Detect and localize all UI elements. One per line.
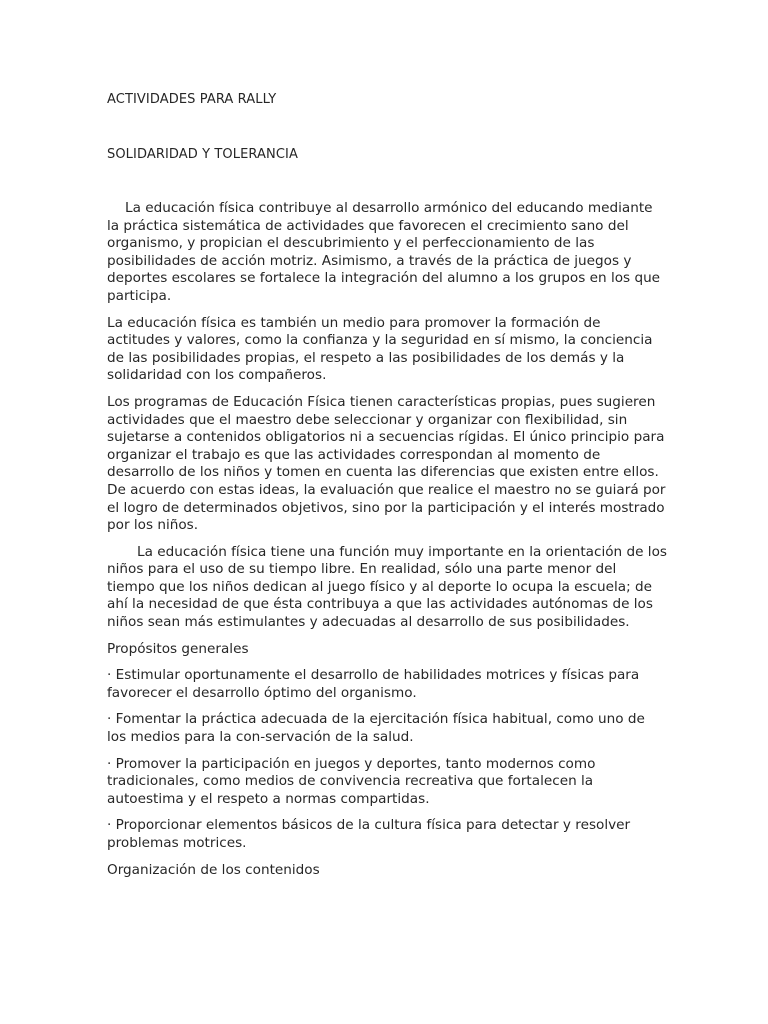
bullet-item: · Fomentar la práctica adecuada de la ejercitación física habitual, como uno de los medios para la con-servación de la salud. xyxy=(107,711,645,746)
paragraph: La educación física tiene una función muy importante en la orientación de los niños para el uso de su tiempo libre. En realidad, sólo una parte menor del tiempo que los niños dedican al juego físico y al deporte lo ocupa la escuela; de ahí la necesidad de que ésta contribuya a que las actividades autónomas de los niños sean más estimulantes y adecuadas al desarrollo de sus posibilidades. xyxy=(107,543,667,631)
paragraph: La educación física es también un medio para promover la formación de actitudes y valores, como la confianza y la seguridad en sí mismo, la conciencia de las posibilidades propias, el respeto a las posibilidades de los demás y la solidaridad con los compañeros. xyxy=(107,314,653,384)
paragraph: Los programas de Educación Física tienen características propias, pues sugieren actividades que el maestro debe seleccionar y organizar con flexibilidad, sin sujetarse a contenidos obligatorios ni a secuencias rígidas. El único principio para organizar el trabajo es que las actividades correspondan al momento de desarrollo de los niños y tomen en cuenta las diferencias que existen entre ellos. De acuerdo con estas ideas, la evaluación que realice el maestro no se guiará por el logro de determinados objetivos, sino por la participación y el interés mostrado por los niños. xyxy=(107,393,666,534)
bullet-item: · Promover la participación en juegos y deportes, tanto modernos como tradicionales, como medios de convivencia recreativa que fortalecen la autoestima y el respeto a normas compartidas. xyxy=(107,755,596,807)
bullet-item: · Proporcionar elementos básicos de la cultura física para detectar y resolver problemas motrices. xyxy=(107,817,631,851)
document-subtitle: SOLIDARIDAD Y TOLERANCIA xyxy=(107,147,298,162)
section-heading-propositos: Propósitos generales xyxy=(107,640,249,657)
bullet-item: · Estimular oportunamente el desarrollo de habilidades motrices y físicas para favorecer el desarrollo óptimo del organismo. xyxy=(107,667,640,701)
paragraph: La educación física contribuye al desarrollo armónico del educando mediante la práctica sistemática de actividades que favorecen el crecimiento sano del organismo, y propician el descubrimiento y el perfeccionamiento de las posibilidades de acción motriz. Asimismo, a través de la práctica de juegos y deportes escolares se fortalece la integración del alumno a los grupos en los que participa. xyxy=(107,200,661,304)
document-page xyxy=(107,90,667,879)
section-heading-organizacion: Organización de los contenidos xyxy=(107,861,320,878)
document-title: ACTIVIDADES PARA RALLY xyxy=(107,92,277,107)
